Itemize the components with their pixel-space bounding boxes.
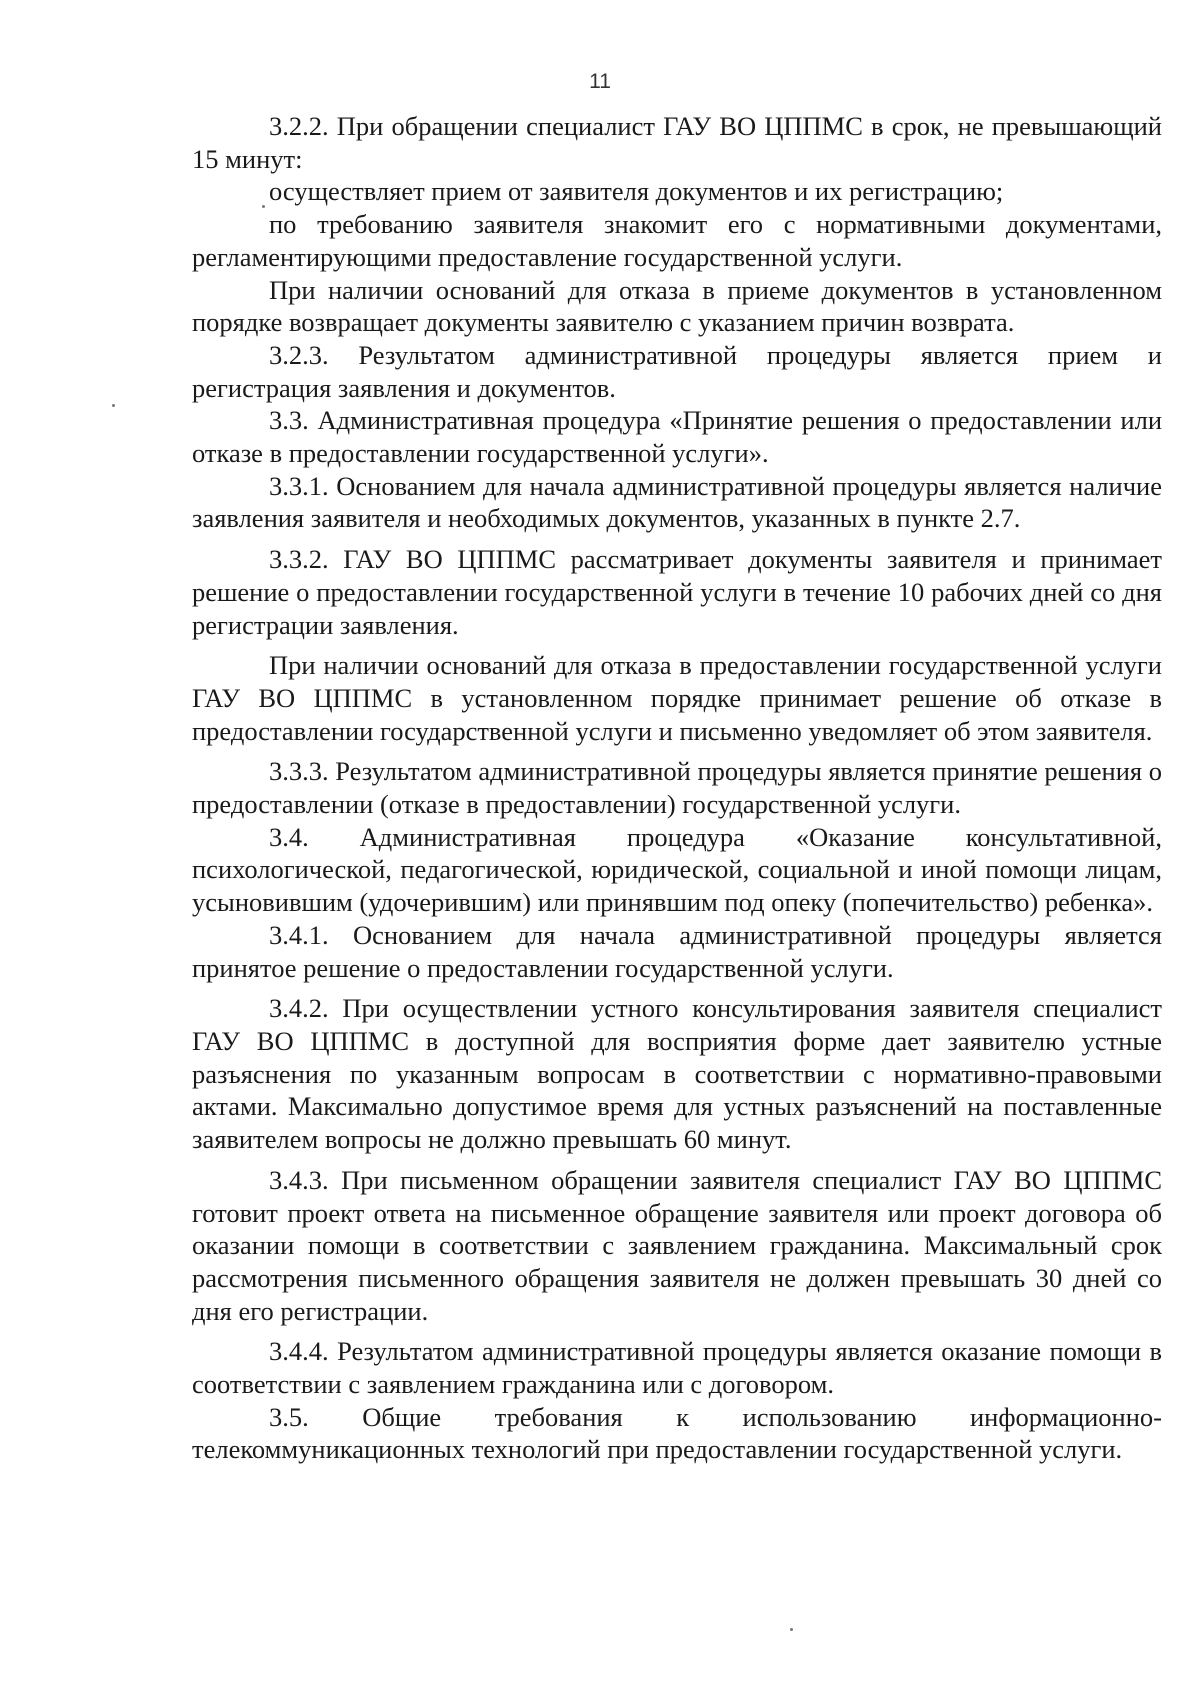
paragraph-3-4-2: 3.4.2. При осуществлении устного консультирования заявителя специалист ГАУ ВО ЦППМС в доступной для восприятия форме дает заявителю устные разъяснения по указанным вопросам в соответствии с нормативно-правовыми актами. Максимально допустимое время для устных разъяснений на поставленные заявителем вопросы не должно превышать 60 минут.: [192, 993, 1162, 1155]
paragraph-3-3-3: 3.3.3. Результатом административной процедуры является принятие решения о предоставлении (отказе в предоставлении) государственной услуги.: [192, 756, 1162, 820]
paragraph-3-4-3: 3.4.3. При письменном обращении заявителя специалист ГАУ ВО ЦППМС готовит проект ответа на письменное обращение заявителя или проект договора об оказании помощи в соответствии с заявлением гражданина. Максимальный срок рассмотрения письменного обращения заявителя не должен превышать 30 дней со дня его регистрации.: [192, 1164, 1162, 1326]
paragraph-refusal-decision: При наличии оснований для отказа в предоставлении государственной услуги ГАУ ВО ЦППМС в установленном порядке принимает решение об отказе в предоставлении государственной услуги и письменно уведомляет об этом заявителя.: [192, 650, 1162, 746]
paragraph-familiarization: по требованию заявителя знакомит его с нормативными документами, регламентирующими предоставление государственной услуги.: [192, 209, 1162, 272]
page-number: 11: [589, 70, 611, 93]
paragraph-3-4-4: 3.4.4. Результатом административной процедуры является оказание помощи в соответствии с заявлением гражданина или с договором.: [192, 1336, 1162, 1400]
scan-speck: [112, 404, 115, 407]
scan-speck: [262, 205, 265, 208]
document-body: [192, 110, 1162, 1466]
paragraph-3-2-2: 3.2.2. При обращении специалист ГАУ ВО ЦППМС в срок, не превышающий 15 минут:: [192, 111, 1162, 174]
paragraph-3-2-3: 3.2.3. Результатом административной процедуры является прием и регистрация заявления и документов.: [192, 339, 1162, 403]
paragraph-3-3: 3.3. Административная процедура «Принятие решения о предоставлении или отказе в предоставлении государственной услуги».: [192, 405, 1162, 469]
paragraph-reception: осуществляет прием от заявителя документов и их регистрацию;: [269, 176, 1004, 207]
paragraph-3-4-1: 3.4.1. Основанием для начала административной процедуры является принятое решение о предоставлении государственной услуги.: [192, 919, 1162, 983]
paragraph-3-3-1: 3.3.1. Основанием для начала административной процедуры является наличие заявления заявителя и необходимых документов, указанных в пункте 2.7.: [192, 470, 1162, 534]
paragraph-return-documents: При наличии оснований для отказа в приеме документов в установленном порядке возвращает документы заявителю с указанием причин возврата.: [192, 274, 1162, 338]
paragraph-3-4: 3.4. Административная процедура «Оказание консультативной, психологической, педагогической, юридической, социальной и иной помощи лицам, усыновившим (удочерившим) или принявшим под опеку (попечительство) ребенка».: [192, 821, 1162, 918]
paragraph-3-5: 3.5. Общие требования к использованию информационно-телекоммуникационных технологий при предоставлении государственной услуги.: [192, 1401, 1162, 1465]
scan-speck: [790, 1628, 793, 1631]
paragraph-3-3-2: 3.3.2. ГАУ ВО ЦППМС рассматривает документы заявителя и принимает решение о предоставлении государственной услуги в течение 10 рабочих дней со дня регистрации заявления.: [192, 544, 1162, 640]
